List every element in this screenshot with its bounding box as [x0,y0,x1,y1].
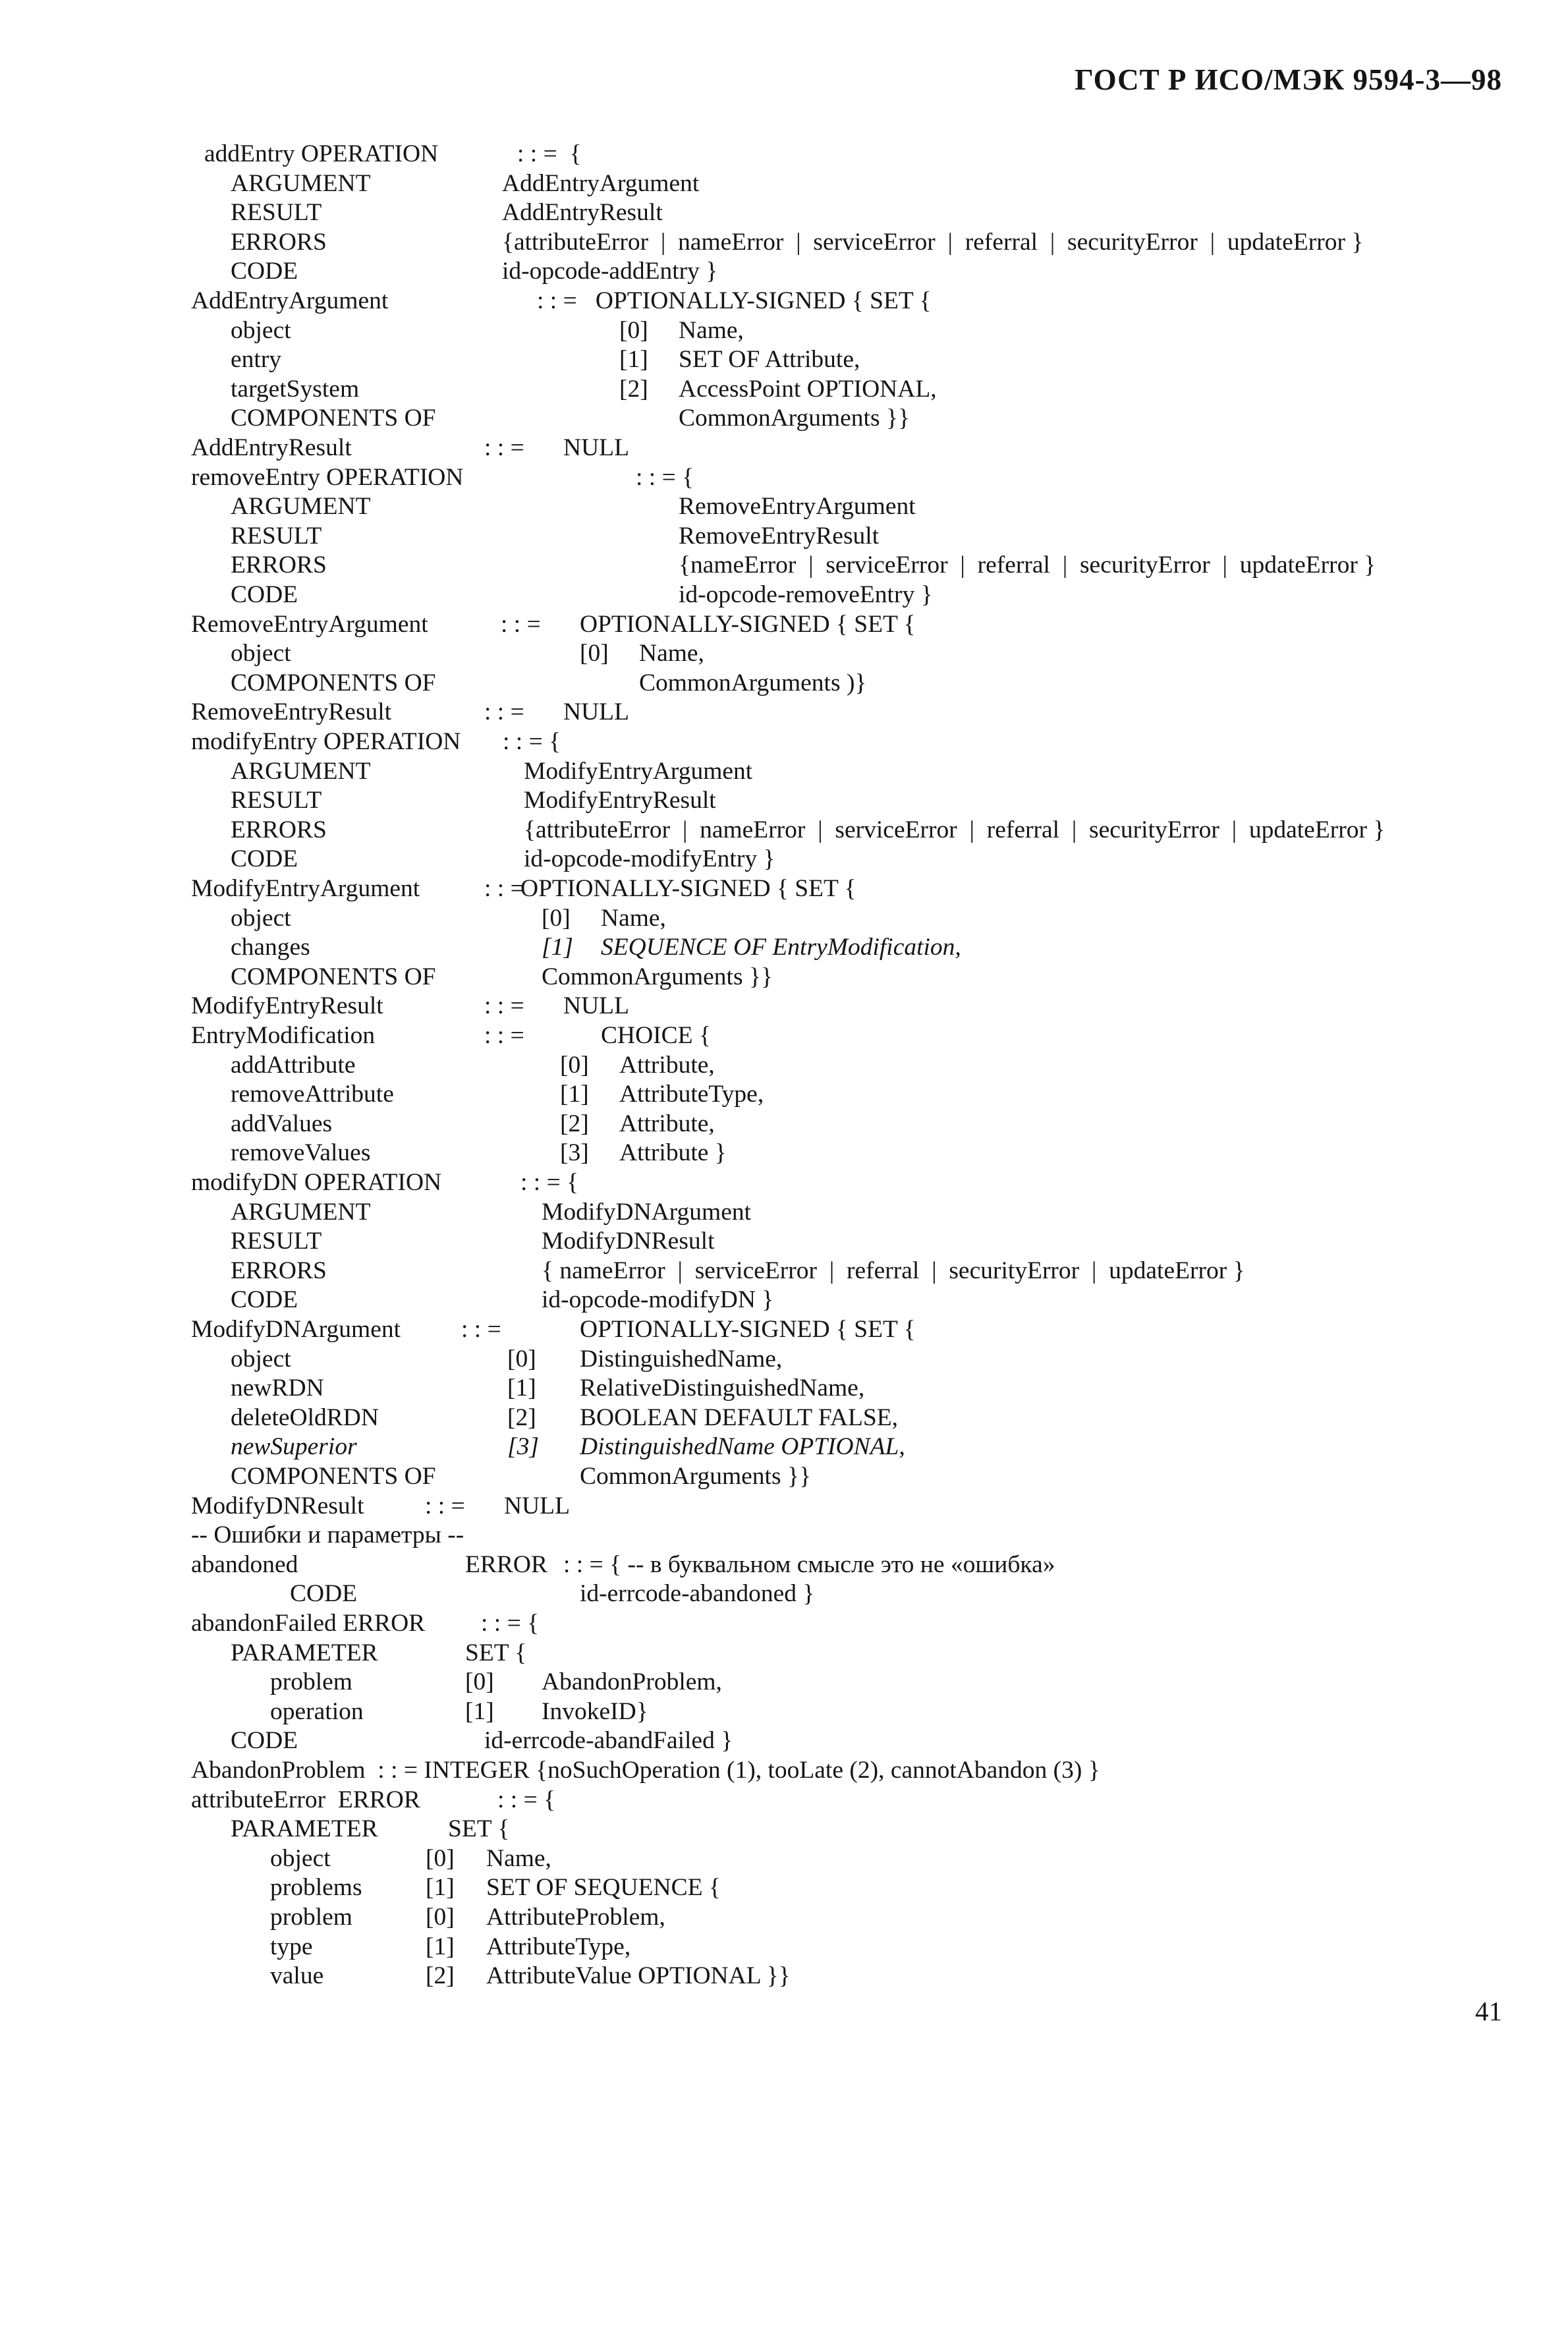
code-segment: Name, [486,1844,551,1872]
code-line [0,1257,1568,1286]
page-number: 41 [1475,1996,1502,2026]
code-segment: AttributeType, [486,1933,631,1960]
code-segment: { nameError | serviceError | referral | securityError | updateError } [542,1257,1245,1284]
code-segment: NULL [504,1492,570,1519]
code-identifier: RemoveEntryArgument [191,610,428,638]
code-line [0,1639,1568,1668]
code-line [0,610,1568,639]
code-identifier: ModifyDNArgument [191,1316,401,1343]
code-identifier: RESULT [231,199,322,227]
code-segment: : : = OPTIONALLY-SIGNED { SET { [537,287,932,314]
code-segment: DistinguishedName OPTIONAL, [580,1433,905,1461]
code-segment: : : = { [520,1169,579,1196]
code-line [0,874,1568,903]
code-identifier: type [270,1933,313,1960]
code-identifier: abandonFailed ERROR [191,1610,426,1637]
code-segment: id-opcode-modifyDN } [542,1286,774,1314]
code-segment: [2] [560,1110,589,1137]
code-segment: [1] [426,1874,455,1902]
code-line [0,639,1568,668]
code-line [0,1903,1568,1932]
code-segment: [1] [465,1697,494,1725]
code-segment: : : = { [636,463,694,491]
code-line [0,1051,1568,1080]
code-identifier: ARGUMENT [231,493,371,521]
code-identifier: removeAttribute [231,1081,394,1108]
code-identifier: addValues [231,1110,333,1137]
code-identifier: COMPONENTS OF [231,669,436,696]
code-segment: [0] [619,316,648,344]
code-identifier: RESULT [231,522,322,550]
code-line [0,1756,1568,1785]
code-segment: [3] [507,1433,539,1461]
code-segment: ModifyEntryArgument [524,757,753,785]
code-segment: {attributeError | nameError | serviceError | referral | securityError | updateError } [502,228,1364,256]
code-segment: NULL [563,698,629,726]
code-line [0,1844,1568,1873]
code-identifier: modifyEntry OPERATION [191,728,461,755]
code-identifier: ModifyEntryArgument [191,875,420,902]
code-segment: Name, [639,640,704,667]
code-line [0,1433,1568,1462]
code-identifier: PARAMETER [231,1639,378,1666]
code-identifier: CODE [231,1727,298,1755]
code-segment: {attributeError | nameError | serviceError | referral | securityError | updateError } [524,816,1386,843]
code-segment: Attribute } [619,1139,727,1167]
code-line [0,1462,1568,1491]
code-identifier: value [270,1962,324,1990]
code-identifier: problem [270,1668,352,1696]
code-line [0,1227,1568,1256]
code-segment: : : = { [503,728,561,755]
code-line [0,522,1568,551]
code-line [0,404,1568,433]
code-identifier: CODE [231,845,298,873]
code-segment: [1] [507,1375,536,1402]
code-identifier: problems [270,1874,362,1902]
code-identifier: addEntry OPERATION [204,140,439,167]
code-identifier: operation [270,1697,364,1725]
code-segment: : : = [484,992,524,1020]
code-line [0,1697,1568,1726]
code-segment: ModifyDNResult [542,1228,715,1255]
code-segment: : : = [484,875,524,902]
code-segment: : : = { [481,1610,540,1637]
code-line [0,1609,1568,1638]
code-segment: : : = [484,698,524,726]
code-identifier: addAttribute [231,1051,356,1079]
code-segment: : : = { [497,1786,556,1813]
code-identifier: COMPONENTS OF [231,405,436,432]
code-segment: NULL [563,434,629,461]
code-identifier: newRDN [231,1375,324,1402]
code-identifier: CODE [231,1286,298,1314]
code-segment: NULL [563,992,629,1020]
code-segment: [0] [580,640,609,667]
code-identifier: ARGUMENT [231,169,371,197]
code-identifier: targetSystem [231,375,360,403]
code-segment: : : = [461,1316,501,1343]
code-segment: RemoveEntryResult [679,522,880,550]
code-line [0,1786,1568,1815]
code-segment: SEQUENCE OF EntryModification, [601,934,961,961]
code-segment: SET { [465,1639,527,1666]
code-line [0,316,1568,345]
code-identifier: ARGUMENT [231,1198,371,1226]
code-segment: AddEntryResult [502,199,663,227]
code-segment: SET OF SEQUENCE { [486,1874,721,1902]
code-line [0,1286,1568,1315]
code-line [0,1198,1568,1227]
code-line [0,1492,1568,1521]
code-segment: AddEntryArgument [502,169,700,197]
code-line [0,198,1568,227]
code-segment: ModifyDNArgument [542,1198,752,1226]
code-line [0,228,1568,257]
code-line [0,1374,1568,1403]
code-identifier: -- Ошибки и параметры -- [191,1521,464,1549]
code-identifier: object [231,640,291,667]
code-identifier: removeValues [231,1139,371,1167]
code-segment: OPTIONALLY-SIGNED { SET { [580,610,916,638]
code-identifier: RemoveEntryResult [191,698,392,726]
document-header: ГОСТ Р ИСО/МЭК 9594-3—98 [1075,63,1502,96]
code-identifier: AddEntryArgument [191,287,389,314]
code-segment: SET { [448,1815,510,1843]
code-line [0,434,1568,463]
code-identifier: RESULT [231,1228,322,1255]
code-segment: CommonArguments }} [580,1463,811,1490]
code-identifier: RESULT [231,787,322,814]
code-line [0,757,1568,786]
code-line [0,1110,1568,1139]
code-segment: : : = { -- в буквальном смысле это не «ошибка» [563,1550,1055,1578]
code-segment: AttributeValue OPTIONAL }} [486,1962,791,1990]
code-segment: : : = [501,610,541,638]
code-segment: [0] [426,1844,455,1872]
code-segment: ModifyEntryResult [524,787,716,814]
code-line [0,1962,1568,1991]
code-line [0,287,1568,316]
code-line [0,140,1568,169]
code-segment: AccessPoint OPTIONAL, [679,375,937,403]
code-line [0,257,1568,286]
code-segment: CommonArguments }} [679,405,910,432]
code-line [0,1579,1568,1608]
code-line [0,786,1568,815]
code-line [0,904,1568,933]
code-segment: SET OF Attribute, [679,346,860,374]
code-line [0,169,1568,198]
code-line [0,992,1568,1021]
code-line [0,1550,1568,1579]
code-line [0,845,1568,874]
code-segment: [2] [426,1962,455,1990]
code-segment: id-errcode-abandFailed } [484,1727,733,1755]
code-identifier: modifyDN OPERATION [191,1169,442,1196]
code-segment: InvokeID} [542,1697,648,1725]
code-segment: [1] [542,934,573,961]
code-identifier: AbandonProblem : : = INTEGER {noSuchOperation (1), tooLate (2), cannotAbandon (3) } [191,1757,1100,1784]
code-segment: ERROR [465,1550,548,1578]
code-line [0,1139,1568,1168]
code-segment: CommonArguments }} [542,963,773,990]
code-identifier: CODE [231,258,298,285]
code-segment: RemoveEntryArgument [679,493,916,521]
code-segment: [1] [560,1081,589,1108]
code-identifier: attributeError ERROR [191,1786,420,1813]
code-line [0,463,1568,492]
code-segment: [0] [542,904,571,932]
code-line [0,816,1568,845]
code-identifier: entry [231,346,282,374]
code-segment: CommonArguments )} [639,669,867,696]
code-segment: : : = [425,1492,465,1519]
code-segment: [0] [465,1668,494,1696]
code-line [0,1873,1568,1902]
code-line [0,933,1568,962]
code-line [0,1726,1568,1755]
code-line [0,1345,1568,1374]
code-identifier: abandoned [191,1550,298,1578]
code-identifier: object [231,316,291,344]
code-segment: Name, [679,316,744,344]
code-identifier: PARAMETER [231,1815,378,1843]
code-identifier: ARGUMENT [231,757,371,785]
code-line [0,1933,1568,1962]
code-identifier: ERRORS [231,1257,327,1284]
code-line [0,492,1568,521]
code-segment: OPTIONALLY-SIGNED { SET { [520,875,856,902]
code-identifier: CODE [231,581,298,608]
code-segment: Name, [601,904,666,932]
code-segment: [3] [560,1139,589,1167]
code-segment: BOOLEAN DEFAULT FALSE, [580,1404,899,1431]
code-line [0,581,1568,610]
code-identifier: ModifyDNResult [191,1492,364,1519]
code-line [0,1668,1568,1697]
code-segment: [0] [560,1051,589,1079]
code-segment: Attribute, [619,1051,715,1079]
code-line [0,1080,1568,1109]
code-identifier: ERRORS [231,228,327,256]
code-segment: AttributeProblem, [486,1904,665,1931]
code-segment: : : = { [517,140,582,167]
code-identifier: AddEntryResult [191,434,352,461]
code-line [0,963,1568,992]
code-identifier: removeEntry OPERATION [191,463,464,491]
code-segment: AbandonProblem, [542,1668,722,1696]
code-identifier: CODE [290,1580,358,1608]
code-segment: AttributeType, [619,1081,764,1108]
code-segment: id-opcode-addEntry } [502,258,718,285]
code-line [0,1315,1568,1344]
code-identifier: object [270,1844,331,1872]
code-segment: [1] [619,346,648,374]
code-segment: CHOICE { [601,1022,711,1049]
code-segment: RelativeDistinguishedName, [580,1375,865,1402]
code-segment: [2] [507,1404,536,1431]
code-line [0,375,1568,404]
code-identifier: ERRORS [231,816,327,843]
code-line [0,727,1568,756]
code-line [0,1815,1568,1844]
code-identifier: object [231,904,291,932]
code-line [0,551,1568,580]
code-identifier: changes [231,934,310,961]
code-identifier: COMPONENTS OF [231,1463,436,1490]
code-segment: DistinguishedName, [580,1345,783,1373]
code-segment: Attribute, [619,1110,715,1137]
code-segment: : : = [484,1022,524,1049]
code-segment: id-opcode-modifyEntry } [524,845,775,873]
code-segment: id-errcode-abandoned } [580,1580,815,1608]
code-segment: [2] [619,375,648,403]
code-segment: [1] [426,1933,455,1960]
code-segment: [0] [426,1904,455,1931]
code-line [0,1021,1568,1050]
code-identifier: ERRORS [231,552,327,579]
code-identifier: problem [270,1904,352,1931]
code-identifier: COMPONENTS OF [231,963,436,990]
code-identifier: ModifyEntryResult [191,992,383,1020]
code-line [0,1168,1568,1197]
code-line [0,669,1568,698]
code-segment: {nameError | serviceError | referral | securityError | updateError } [679,552,1376,579]
code-segment: [0] [507,1345,536,1373]
code-line [0,698,1568,727]
code-segment: : : = [484,434,524,461]
code-identifier: EntryModification [191,1022,376,1049]
code-line [0,1404,1568,1433]
code-identifier: newSuperior [231,1433,357,1461]
code-identifier: deleteOldRDN [231,1404,379,1431]
code-segment: OPTIONALLY-SIGNED { SET { [580,1316,916,1343]
code-line [0,1521,1568,1550]
code-identifier: object [231,1345,291,1373]
code-segment: id-opcode-removeEntry } [679,581,933,608]
code-line [0,345,1568,374]
